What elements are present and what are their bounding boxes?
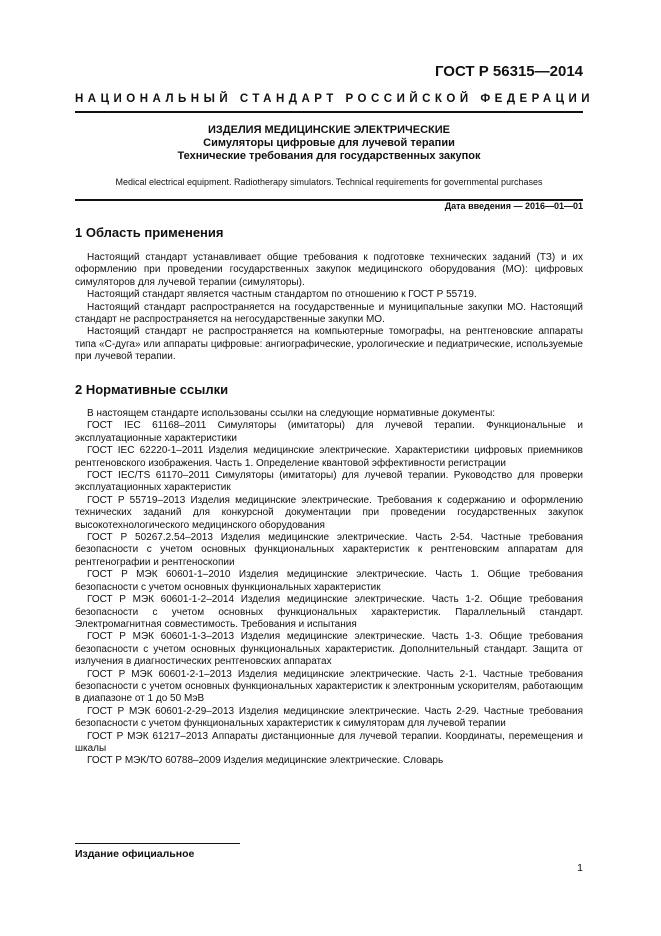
reference-item: ГОСТ Р 50267.2.54–2013 Изделия медицинские электрические. Часть 2-54. Частные требования безопасности с учетом основных функциональных характеристик к рентгеновским аппаратам для рентгенографии и рентгеноскопии xyxy=(75,532,583,568)
header-divider xyxy=(75,111,583,113)
document-subtitle: Симуляторы цифровые для лучевой терапии xyxy=(203,137,455,149)
reference-item: ГОСТ IEC/TS 61170–2011 Симуляторы (имитаторы) для лучевой терапии. Руководство для проверки эксплуатационных характеристик xyxy=(75,470,583,494)
document-code: ГОСТ Р 56315—2014 xyxy=(434,63,583,80)
official-edition-label: Издание официальное xyxy=(75,848,195,860)
footer-divider xyxy=(75,843,240,844)
page-number: 1 xyxy=(577,862,583,874)
section-2-heading: 2 Нормативные ссылки xyxy=(75,382,229,397)
paragraph: Настоящий стандарт распространяется на государственные и муниципальные закупки МО. Настоящий стандарт не распространяется на негосударственные закупки МО. xyxy=(75,301,583,326)
section-2-body xyxy=(75,408,583,768)
paragraph: Настоящий стандарт не распространяется на компьютерные томографы, на рентгеновские аппараты типа «С-дуга» или аппараты цифровые: ангиографические, урологические и педиатрические, используемые при лучевой терапии. xyxy=(75,326,583,363)
paragraph: В настоящем стандарте использованы ссылки на следующие нормативные документы: xyxy=(87,408,496,419)
reference-item: ГОСТ Р МЭК 60601-1-2–2014 Изделия медицинские электрические. Часть 1-2. Общие требования безопасности с учетом основных функциональных характеристик. Параллельный стандарт. Электромагнитная совместимость. Требования и испытания xyxy=(75,594,583,630)
english-title: Medical electrical equipment. Radiotherapy simulators. Technical requirements for governmental purchases xyxy=(115,177,543,187)
reference-item: ГОСТ Р МЭК 60601-1–2010 Изделия медицинские электрические. Часть 1. Общие требования безопасности с учетом основных функциональных характеристик xyxy=(75,569,583,593)
reference-item: ГОСТ Р МЭК 60601-2-1–2013 Изделия медицинские электрические. Часть 2-1. Частные требования безопасности с учетом основных функциональных характеристик к электронным ускорителям, работающим в диапазоне от 1 до 50 МэВ xyxy=(75,668,583,705)
reference-item: ГОСТ Р МЭК 61217–2013 Аппараты дистанционные для лучевой терапии. Координаты, перемещения и шкалы xyxy=(75,730,583,754)
reference-item: ГОСТ Р 55719–2013 Изделия медицинские электрические. Требования к содержанию и оформлению технических заданий для конкурсной документации при проведении государственных закупок высокотехнологического медицинского оборудования xyxy=(75,494,583,531)
paragraph: Настоящий стандарт является частным стандартом по отношению к ГОСТ Р 55719. xyxy=(87,289,477,301)
reference-item: ГОСТ IEC 61168–2011 Симуляторы (имитаторы) для лучевой терапии. Функциональные и эксплуатационные характеристики xyxy=(75,420,583,444)
reference-item: ГОСТ Р МЭК 60601-2-29–2013 Изделия медицинские электрические. Часть 2-29. Частные требования безопасности с учетом функциональных характеристик к симуляторам для лучевой терапии xyxy=(75,705,583,730)
section-1-body xyxy=(75,252,583,364)
section-1-heading: 1 Область применения xyxy=(75,225,224,240)
document-subtitle-2: Технические требования для государственных закупок xyxy=(177,150,481,162)
paragraph: Настоящий стандарт устанавливает общие требования к подготовке технических заданий (ТЗ) и их оформлению при проведении государственных закупок медицинского оборудования (МО): цифровых симуляторов для лучевой терапии (симуляторы). xyxy=(75,252,583,288)
national-standard-banner: НАЦИОНАЛЬНЫЙ СТАНДАРТ РОССИЙСКОЙ ФЕДЕРАЦИИ xyxy=(75,93,595,105)
introduction-date: Дата введения — 2016—01—01 xyxy=(444,201,583,211)
reference-item: ГОСТ Р МЭК/ТО 60788–2009 Изделия медицинские электрические. Словарь xyxy=(87,755,444,767)
document-title: ИЗДЕЛИЯ МЕДИЦИНСКИЕ ЭЛЕКТРИЧЕСКИЕ xyxy=(207,124,451,136)
reference-item: ГОСТ Р МЭК 60601-1-3–2013 Изделия медицинские электрические. Часть 1-3. Общие требования безопасности с учетом основных функциональных характеристик. Дополнительный стандарт. Защита от излучения в диагностических рентгеновских аппаратах xyxy=(75,631,583,668)
reference-item: ГОСТ IEC 62220-1–2011 Изделия медицинские электрические. Характеристики цифровых приемников рентгеновского изображения. Часть 1. Определение квантовой эффективности регистрации xyxy=(75,445,583,469)
